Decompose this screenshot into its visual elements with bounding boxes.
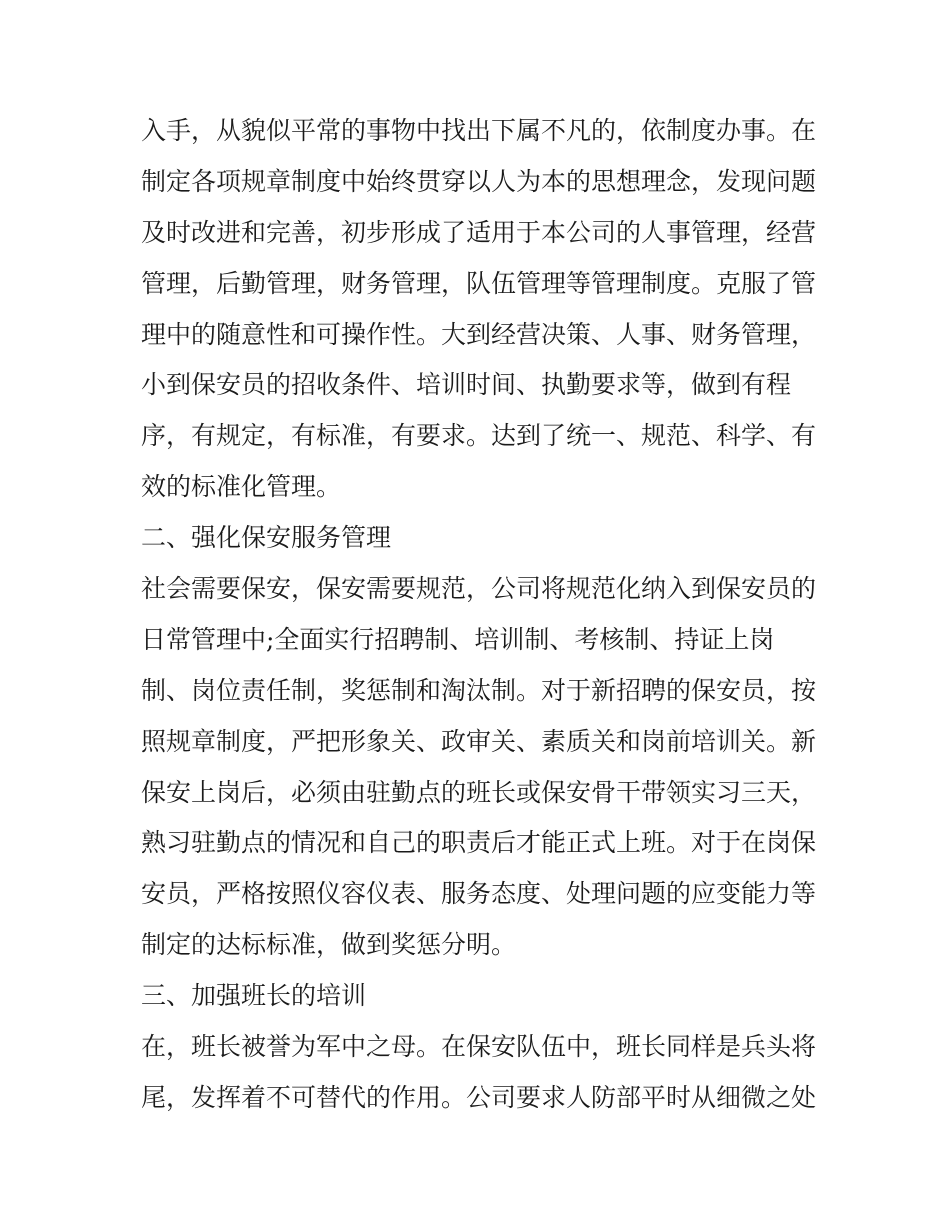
text-line: 序，有规定，有标准，有要求。达到了统一、规范、科学、有 — [141, 421, 817, 451]
text-line: 熟习驻勤点的情况和自己的职责后才能正式上班。对于在岗保 — [141, 828, 817, 858]
text-line: 制、岗位责任制，奖惩制和淘汰制。对于新招聘的保安员，按 — [141, 675, 817, 705]
section-heading: 二、强化保安服务管理 — [141, 523, 392, 553]
text-line: 理中的随意性和可操作性。大到经营决策、人事、财务管理， — [141, 319, 817, 349]
text-line: 制定的达标标准，做到奖惩分明。 — [141, 930, 517, 960]
text-line: 制定各项规章制度中始终贯穿以人为本的思想理念，发现问题 — [141, 166, 817, 196]
text-line: 安员，严格按照仪容仪表、服务态度、处理问题的应变能力等 — [141, 879, 817, 909]
text-line: 社会需要保安，保安需要规范，公司将规范化纳入到保安员的 — [141, 574, 817, 604]
text-line: 管理，后勤管理，财务管理，队伍管理等管理制度。克服了管 — [141, 268, 817, 298]
text-line: 在，班长被誉为军中之母。在保安队伍中，班长同样是兵头将 — [141, 1032, 817, 1062]
text-line: 保安上岗后，必须由驻勤点的班长或保安骨干带领实习三天， — [141, 777, 817, 807]
text-line: 照规章制度，严把形象关、政审关、素质关和岗前培训关。新 — [141, 726, 817, 756]
text-line: 入手，从貌似平常的事物中找出下属不凡的，依制度办事。在 — [141, 116, 817, 145]
body-text — [141, 106, 821, 1124]
text-line: 小到保安员的招收条件、培训时间、执勤要求等，做到有程 — [141, 370, 792, 400]
text-line: 及时改进和完善，初步形成了适用于本公司的人事管理，经营 — [141, 217, 817, 247]
text-line: 效的标准化管理。 — [141, 472, 342, 502]
section-heading: 三、加强班长的培训 — [141, 981, 367, 1011]
text-line: 尾，发挥着不可替代的作用。公司要求人防部平时从细微之处 — [141, 1082, 817, 1112]
text-line: 日常管理中;全面实行招聘制、培训制、考核制、持证上岗 — [141, 624, 775, 654]
